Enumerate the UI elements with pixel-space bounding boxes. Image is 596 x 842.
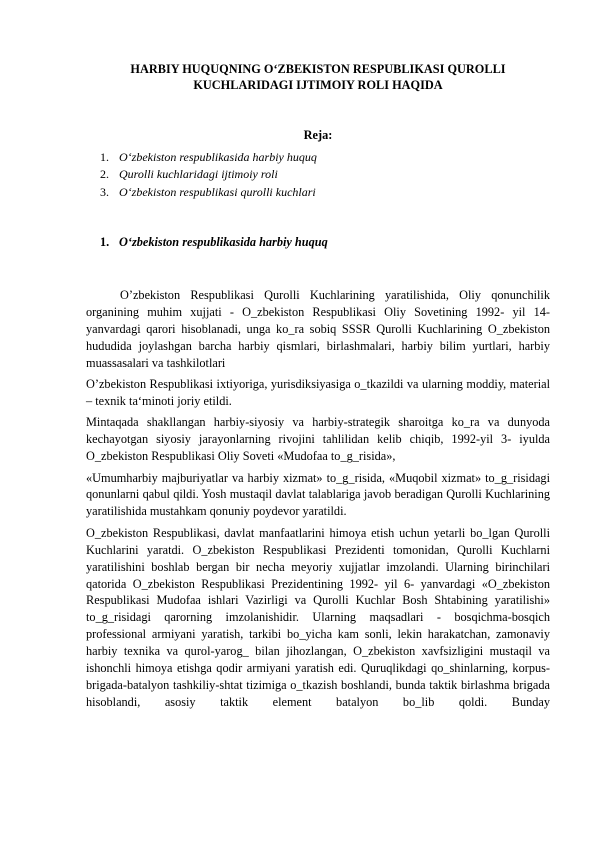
paragraph: Mintaqada shakllangan harbiy-siyosiy va harbiy-strategik sharoitga ko_ra va dunyoda kechayotgan siyosiy jarayonlarning rivojini tahlilidan kelib chiqib, 1992-yil 3- iyulda O_zbekiston Respublikasi Oliy Soveti «Mudofaa to_g_risida», [86,415,550,464]
body-text [86,287,550,715]
paragraph: O’zbekiston Respublikasi ixtiyoriga, yurisdiksiyasiga o_tkazildi va ularning moddiy, material – texnik ta‘minoti joriy etildi. [86,377,550,408]
document-title [86,61,550,93]
title-line-2: KUCHLARIDAGI IJTIMOIY ROLI HAQIDA [193,78,443,92]
paragraph: O’zbekiston Respublikasi Qurolli Kuchlarining yaratilishida, Oliy qonunchilik organining muhim xujjati - O_zbekiston Respublikasi Oliy Sovetining 1992- yil 14- yanvardagi qarori hisoblanadi, unga ko_ra sobiq SSSR Qurolli Kuchlarining O_zbekiston hududida joylashgan barcha harbiy qismlari, birlashmalari, harbiy bilim yurtlari, harbiy muassasalari va tashkilotlari [86,288,550,370]
plan-item-text: O‘zbekiston respublikasida harbiy huquq [119,150,317,164]
plan-item-text: O‘zbekiston respublikasi qurolli kuchlari [119,184,316,199]
plan-item-text: Qurolli kuchlaridagi ijtimoiy roli [119,167,278,182]
plan-item-number: 1. [100,150,109,164]
plan-heading: Reja: [303,128,333,142]
plan-item [100,166,540,183]
plan-item-number: 3. [100,184,109,199]
plan-item [100,184,540,201]
plan-list [100,149,540,201]
section-heading [100,234,328,250]
paragraph: «Umumharbiy majburiyatlar va harbiy xizmat» to_g_risida, «Muqobil xizmat» to_g_risidagi qonunlarni qabul qildi. Yosh mustaqil davlat talablariga javob beradigan Qurolli Kuchlarining yaratilishida mustahkam qonuniy poydevor yaratildi. [86,470,550,519]
title-line-1: HARBIY HUQUQNING O‘ZBEKISTON RESPUBLIKASI QUROLLI [130,62,506,76]
plan-item-number: 2. [100,167,109,182]
section-number: 1. [100,235,110,249]
plan-item [100,149,540,166]
paragraph: O_zbekiston Respublikasi, davlat manfaatlarini himoya etish uchun yetarli bo_lgan Qurolli Kuchlarini yaratdi. O_zbekiston Respublikasi Prezidenti tomonidan, Qurolli Kuchlarni yaratilishini boshlab bergan bir necha meyoriy xujjatlar imzolandi. Ularning birinchilari qatorida O_zbekiston Respublikasi Prezidentining 1992- yil 6- yanvardagi «O_zbekiston Respublikasi Mudofaa ishlari Vazirligi va Qurolli Kuchlar Bosh Shtabining yaratilishi» to_g_risidagi qarorning imzolanishidir. Ularning maqsadlari - bosqichma-bosqich professional armiyani yaratish, tarkibi bo_yicha kam sonli, lekin harakatchan, zamonaviy harbiy texnika va qurol-yarog_ bilan jihozlangan, O_zbekiston xavfsizligini mustaqil va ishonchli himoya etishga qodir armiyani yaratish edi. Quruqlikdagi qo_shinlarning, korpus-brigada-batalyon tashkiliy-shtat tizimiga o_tkazish boshlandi, bunda taktik birlashma brigada hisoblandi, asosiy taktik element batalyon bo_lib qoldi. Bunday [86,525,550,709]
section-title: O‘zbekiston respublikasida harbiy huquq [119,235,328,249]
